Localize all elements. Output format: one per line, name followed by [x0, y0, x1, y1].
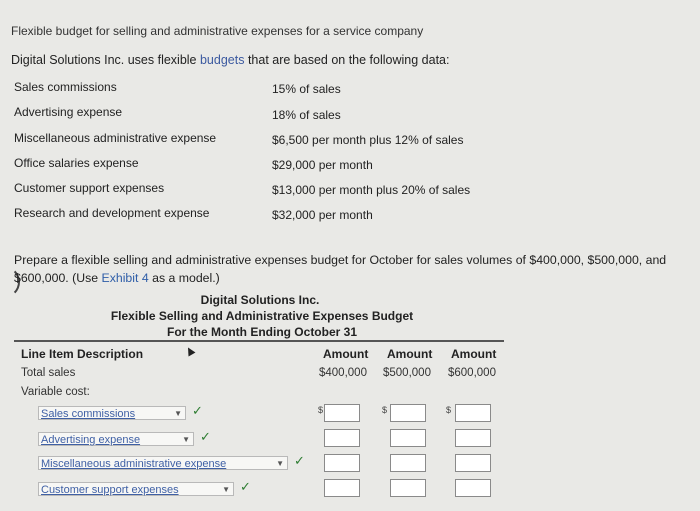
data-label-advertising: Advertising expense [14, 105, 123, 119]
chevron-down-icon: ▼ [182, 435, 190, 444]
currency-symbol: $ [318, 405, 324, 415]
currency-symbol: $ [382, 405, 388, 415]
amount-input-r1-c1[interactable] [324, 404, 360, 422]
amount-input-r2-c3[interactable] [455, 429, 491, 447]
budgets-link[interactable]: budgets [199, 53, 245, 67]
check-icon: ✓ [200, 429, 211, 444]
budget-company-name: Digital Solutions Inc. [200, 293, 320, 307]
col-amount-2-header: Amount [387, 347, 433, 361]
data-value-advertising: 18% of sales [272, 108, 341, 122]
chevron-down-icon: ▼ [174, 409, 182, 418]
amount-input-r2-c1[interactable] [324, 429, 360, 447]
data-value-sales-commissions: 15% of sales [272, 82, 341, 96]
data-label-sales-commissions: Sales commissions [14, 80, 117, 94]
amount-input-r3-c2[interactable] [390, 454, 426, 472]
budget-name: Flexible Selling and Administrative Expenses Budget [110, 309, 414, 323]
line-item-select-2[interactable]: Advertising expense ▼ [38, 432, 194, 446]
check-icon: ✓ [240, 479, 251, 494]
total-sales-amount-1: $400,000 [319, 367, 367, 379]
data-label-customer-support: Customer support expenses [14, 181, 165, 195]
col-line-item-header: Line Item Description [21, 347, 144, 361]
line-item-select-4[interactable]: Customer support expenses ▼ [38, 482, 234, 496]
intro-text: Digital Solutions Inc. uses flexible budgets that are based on the following data: [11, 53, 450, 67]
data-value-office-salaries: $29,000 per month [272, 158, 373, 172]
variable-cost-label: Variable cost: [21, 386, 90, 398]
total-sales-amount-2: $500,000 [383, 367, 431, 379]
col-amount-1-header: Amount [323, 347, 369, 361]
page-title: Flexible budget for selling and administrative expenses for a service company [11, 24, 424, 38]
amount-input-r2-c2[interactable] [390, 429, 426, 447]
amount-input-r3-c1[interactable] [324, 454, 360, 472]
mouse-cursor-icon [185, 346, 196, 357]
amount-input-r4-c1[interactable] [324, 479, 360, 497]
chevron-down-icon: ▼ [222, 485, 230, 494]
data-value-customer-support: $13,000 per month plus 20% of sales [272, 183, 471, 197]
amount-input-r4-c2[interactable] [390, 479, 426, 497]
currency-symbol: $ [446, 405, 452, 415]
total-sales-amount-3: $600,000 [448, 367, 496, 379]
total-sales-label: Total sales [21, 367, 76, 379]
data-label-research-development: Research and development expense [14, 206, 210, 220]
header-rule [14, 340, 504, 342]
data-value-misc-admin: $6,500 per month plus 12% of sales [272, 133, 464, 147]
chevron-down-icon: ▼ [276, 459, 284, 468]
check-icon: ✓ [294, 453, 305, 468]
amount-input-r1-c3[interactable] [455, 404, 491, 422]
data-value-research-development: $32,000 per month [272, 208, 373, 222]
budget-period: For the Month Ending October 31 [167, 325, 357, 339]
amount-input-r1-c2[interactable] [390, 404, 426, 422]
amount-input-r3-c3[interactable] [455, 454, 491, 472]
check-icon: ✓ [192, 403, 203, 418]
amount-input-r4-c3[interactable] [455, 479, 491, 497]
data-label-office-salaries: Office salaries expense [14, 156, 139, 170]
prompt-line-1: Prepare a flexible selling and administrative expenses budget for October for sales volumes of $400,000, $500,000, and [14, 253, 667, 267]
data-label-misc-admin: Miscellaneous administrative expense [14, 131, 217, 145]
prompt-line-2: $600,000. (Use Exhibit 4 as a model.) [14, 271, 220, 285]
line-item-select-3[interactable]: Miscellaneous administrative expense ▼ [38, 456, 288, 470]
col-amount-3-header: Amount [451, 347, 497, 361]
exhibit-4-link[interactable]: Exhibit 4 [101, 271, 149, 285]
line-item-select-1[interactable]: Sales commissions ▼ [38, 406, 186, 420]
